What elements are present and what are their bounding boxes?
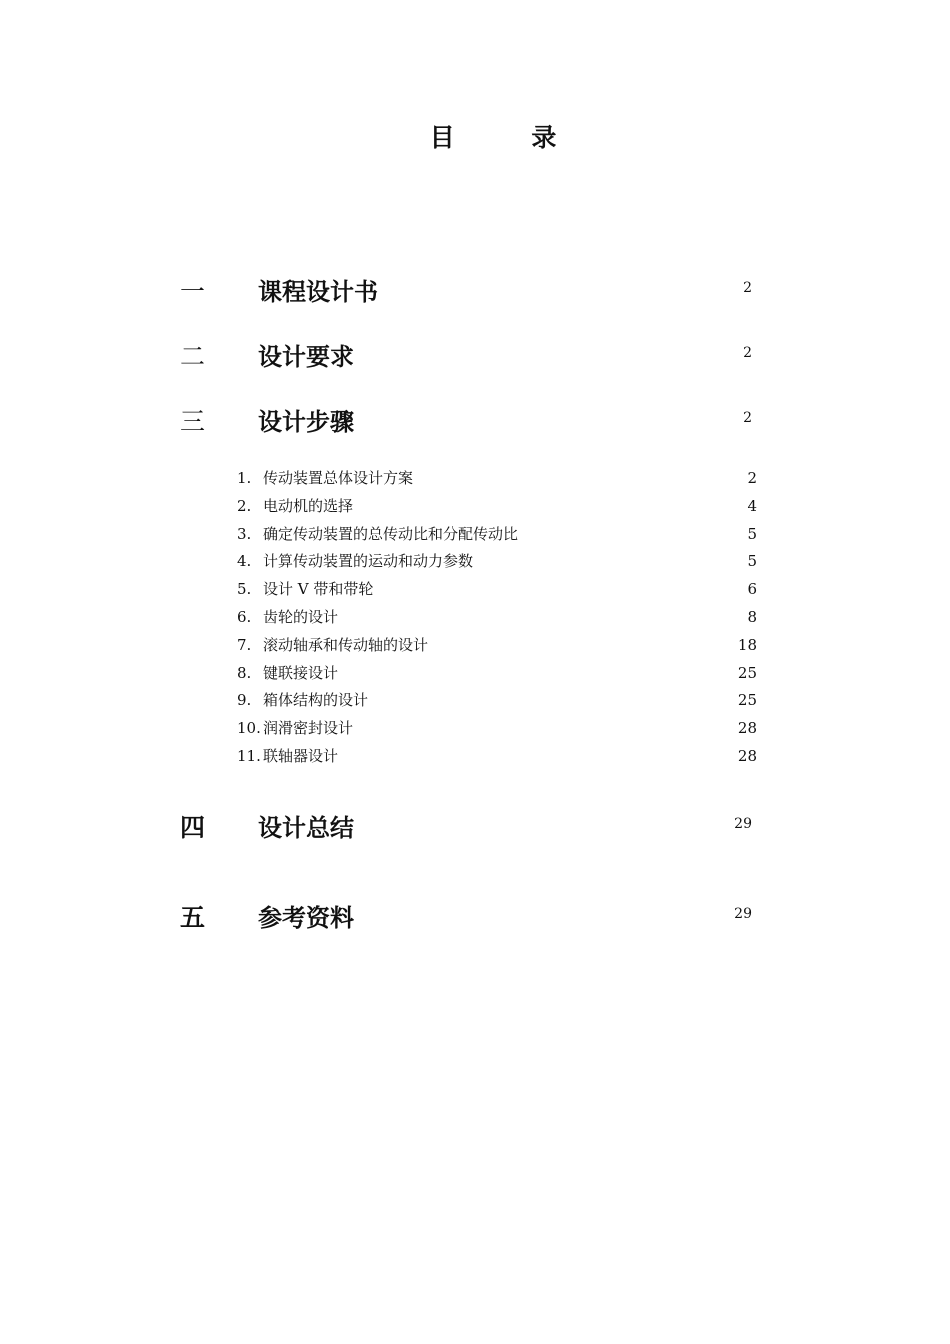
- toc-subsection-item[interactable]: [237, 717, 757, 745]
- toc-section-2[interactable]: [180, 337, 755, 377]
- toc-subsection-title: 确定传动装置的总传动比和分配传动比: [263, 524, 519, 543]
- toc-subsection-number: 10.: [237, 719, 261, 738]
- toc-section-page: 2: [743, 280, 752, 296]
- toc-subsection-item[interactable]: [237, 745, 757, 773]
- toc-subsection-title: 联轴器设计: [263, 746, 339, 765]
- toc-subsection-item[interactable]: [237, 495, 757, 523]
- toc-subsection-title: 设计 V 带和带轮: [263, 580, 374, 599]
- toc-subsection-title: 键联接设计: [263, 663, 339, 682]
- toc-section-page: 29: [734, 906, 752, 922]
- toc-section-page: 2: [743, 410, 752, 426]
- toc-subsection-item[interactable]: [237, 523, 757, 551]
- toc-subsection-number: 9.: [237, 691, 252, 710]
- toc-subsection-title: 计算传动装置的运动和动力参数: [263, 552, 474, 571]
- toc-subsection-number: 4.: [237, 552, 252, 571]
- toc-subsection-page: 6: [747, 580, 757, 599]
- page-title: 目 录: [429, 123, 591, 152]
- toc-section-number: 二: [180, 342, 206, 371]
- toc-subsection-title: 齿轮的设计: [263, 607, 339, 626]
- toc-subsection-item[interactable]: [237, 606, 757, 634]
- toc-subsection-title: 润滑密封设计: [263, 719, 354, 738]
- toc-subsection-list: [237, 467, 757, 773]
- toc-section-page: 29: [734, 816, 752, 832]
- toc-subsection-page: 5: [747, 552, 757, 571]
- toc-subsection-page: 4: [747, 496, 757, 515]
- toc-section-5[interactable]: [180, 898, 755, 938]
- toc-subsection-item[interactable]: [237, 689, 757, 717]
- toc-subsection-page: 28: [737, 719, 757, 738]
- toc-section-title: 参考资料: [258, 904, 354, 932]
- toc-subsection-page: 25: [737, 663, 757, 682]
- toc-section-page: 2: [743, 345, 752, 361]
- toc-section-4[interactable]: [180, 808, 755, 848]
- toc-subsection-page: 5: [747, 524, 757, 543]
- toc-subsection-page: 8: [747, 607, 757, 626]
- toc-subsection-number: 1.: [237, 469, 252, 487]
- toc-section-1[interactable]: [180, 272, 755, 312]
- toc-subsection-item[interactable]: [237, 662, 757, 690]
- toc-subsection-page: 28: [737, 746, 757, 765]
- toc-subsection-item[interactable]: [237, 550, 757, 578]
- toc-section-number: 三: [180, 407, 206, 436]
- toc-subsection-number: 7.: [237, 635, 252, 654]
- toc-subsection-number: 3.: [237, 524, 252, 543]
- toc-section-3[interactable]: [180, 402, 755, 442]
- toc-section-number: 四: [180, 813, 206, 842]
- toc-subsection-item[interactable]: [237, 467, 757, 495]
- toc-subsection-title: 箱体结构的设计: [263, 691, 369, 710]
- toc-subsection-page: 2: [747, 469, 757, 487]
- toc-subsection-number: 2.: [237, 496, 252, 515]
- toc-subsection-title: 电动机的选择: [263, 496, 354, 515]
- toc-section-title: 设计总结: [258, 814, 354, 842]
- toc-section-title: 设计要求: [258, 343, 354, 371]
- toc-subsection-page: 18: [737, 635, 757, 654]
- toc-subsection-number: 6.: [237, 607, 252, 626]
- toc-subsection-number: 11.: [237, 746, 261, 765]
- toc-subsection-item[interactable]: [237, 578, 757, 606]
- toc-section-title: 课程设计书: [258, 278, 378, 306]
- toc-subsection-number: 8.: [237, 663, 252, 682]
- toc-subsection-page: 25: [737, 691, 757, 710]
- toc-section-number: 一: [180, 277, 206, 306]
- toc-subsection-title: 滚动轴承和传动轴的设计: [263, 635, 429, 654]
- toc-section-title: 设计步骤: [258, 408, 354, 436]
- toc-subsection-item[interactable]: [237, 634, 757, 662]
- toc-section-number: 五: [180, 903, 206, 932]
- toc-subsection-number: 5.: [237, 580, 252, 599]
- toc-subsection-title: 传动装置总体设计方案: [263, 469, 414, 487]
